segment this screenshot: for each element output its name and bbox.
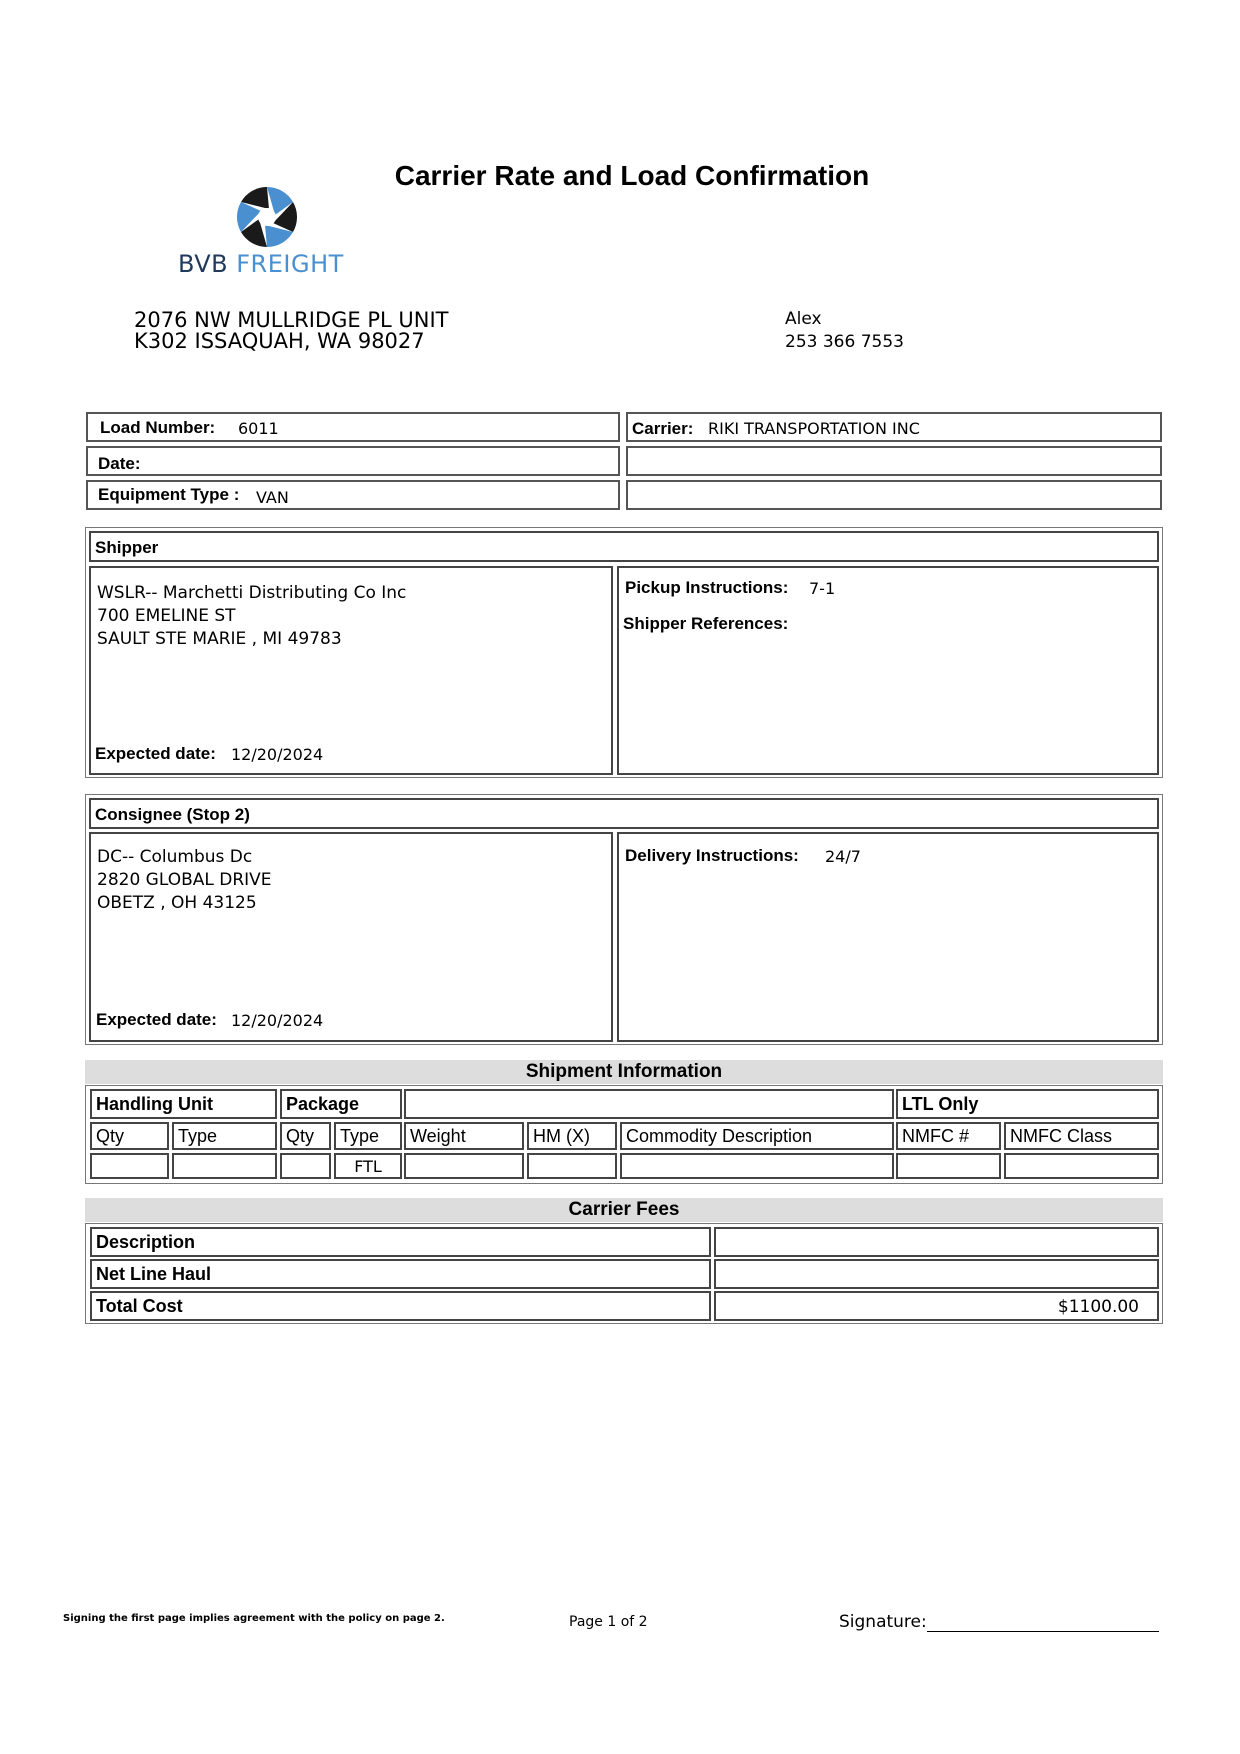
column-header-commodity: Commodity Description bbox=[620, 1122, 894, 1150]
load-number-label: Load Number: bbox=[100, 418, 216, 437]
consignee-heading: Consignee (Stop 2) bbox=[95, 805, 250, 824]
carrier-value: RIKI TRANSPORTATION INC bbox=[708, 419, 920, 438]
consignee-address-box bbox=[89, 832, 613, 1042]
pickup-instructions-label: Pickup Instructions: bbox=[625, 578, 789, 597]
shipper-address bbox=[97, 582, 406, 651]
signature-area bbox=[839, 1612, 1159, 1632]
ltl-only-header: LTL Only bbox=[896, 1089, 1159, 1119]
date-label: Date: bbox=[98, 454, 141, 473]
aperture-icon bbox=[176, 185, 366, 255]
signature-label: Signature: bbox=[839, 1612, 927, 1632]
column-header-nmfc-number: NMFC # bbox=[896, 1122, 1001, 1150]
delivery-instructions-value: 24/7 bbox=[825, 847, 861, 866]
table-cell-pkg-qty bbox=[280, 1153, 331, 1179]
brand-word-1: BVB bbox=[178, 250, 229, 278]
load-number-box bbox=[86, 412, 620, 442]
date-box bbox=[86, 446, 620, 476]
consignee-expected-date: 12/20/2024 bbox=[231, 1011, 324, 1030]
delivery-instructions-box bbox=[617, 832, 1159, 1042]
page-number: Page 1 of 2 bbox=[569, 1614, 648, 1630]
total-cost-label: Total Cost bbox=[90, 1291, 711, 1321]
contact-phone: 253 366 7553 bbox=[785, 332, 904, 352]
table-cell-hm bbox=[527, 1153, 617, 1179]
load-number-value: 6011 bbox=[238, 419, 279, 438]
table-cell-hu-qty bbox=[90, 1153, 169, 1179]
table-cell-commodity bbox=[620, 1153, 894, 1179]
document-title: Carrier Rate and Load Confirmation bbox=[394, 160, 870, 191]
table-cell-hu-type bbox=[172, 1153, 277, 1179]
pickup-instructions-value: 7-1 bbox=[809, 579, 836, 598]
handling-unit-header: Handling Unit bbox=[90, 1089, 277, 1119]
brand-word-2: FREIGHT bbox=[236, 250, 344, 278]
total-cost-value: $1100.00 bbox=[714, 1291, 1159, 1321]
equipment-box bbox=[86, 480, 620, 510]
consignee-line-3: OBETZ , OH 43125 bbox=[97, 893, 257, 913]
shipper-line-1: WSLR-- Marchetti Distributing Co Inc bbox=[97, 583, 407, 603]
column-header-pkg-qty: Qty bbox=[280, 1122, 331, 1150]
shipper-section bbox=[85, 527, 1163, 778]
consignee-heading-box bbox=[89, 798, 1159, 829]
shipper-heading-box bbox=[89, 531, 1159, 562]
shipper-expected-label: Expected date: bbox=[95, 744, 216, 763]
company-address bbox=[134, 310, 448, 352]
table-cell-nmfc-class bbox=[1004, 1153, 1159, 1179]
column-header-hu-type: Type bbox=[172, 1122, 277, 1150]
shipper-expected-date: 12/20/2024 bbox=[231, 745, 324, 764]
carrier-fees-heading: Carrier Fees bbox=[85, 1198, 1163, 1222]
brand-name bbox=[178, 250, 344, 278]
consignee-section bbox=[85, 794, 1163, 1045]
shipment-info-heading: Shipment Information bbox=[85, 1060, 1163, 1084]
shipper-instructions-box bbox=[617, 566, 1159, 775]
signature-line[interactable] bbox=[927, 1615, 1159, 1632]
shipper-line-3: SAULT STE MARIE , MI 49783 bbox=[97, 629, 342, 649]
agreement-note: Signing the first page implies agreement with the policy on page 2. bbox=[63, 1613, 445, 1624]
carrier-box bbox=[626, 412, 1162, 442]
package-header: Package bbox=[280, 1089, 402, 1119]
delivery-instructions-label: Delivery Instructions: bbox=[625, 846, 799, 865]
consignee-expected-label: Expected date: bbox=[96, 1010, 217, 1029]
column-header-hm: HM (X) bbox=[527, 1122, 617, 1150]
contact-info bbox=[785, 308, 904, 354]
column-header-nmfc-class: NMFC Class bbox=[1004, 1122, 1159, 1150]
equipment-value: VAN bbox=[256, 488, 289, 507]
consignee-line-2: 2820 GLOBAL DRIVE bbox=[97, 870, 272, 890]
shipper-heading: Shipper bbox=[95, 538, 159, 557]
fees-description-label: Description bbox=[90, 1227, 711, 1257]
empty-box-2 bbox=[626, 480, 1162, 510]
consignee-line-1: DC-- Columbus Dc bbox=[97, 847, 253, 867]
equipment-label: Equipment Type : bbox=[98, 485, 240, 504]
table-cell-weight bbox=[404, 1153, 524, 1179]
shipper-references-label: Shipper References: bbox=[623, 614, 789, 633]
consignee-address bbox=[97, 846, 272, 915]
net-line-haul-label: Net Line Haul bbox=[90, 1259, 711, 1289]
shipper-line-2: 700 EMELINE ST bbox=[97, 606, 236, 626]
contact-name: Alex bbox=[785, 309, 822, 329]
blank-header-cell bbox=[404, 1089, 894, 1119]
column-header-pkg-type: Type bbox=[334, 1122, 402, 1150]
address-line-1: 2076 NW MULLRIDGE PL UNIT bbox=[134, 308, 449, 332]
empty-box-1 bbox=[626, 446, 1162, 476]
shipper-address-box bbox=[89, 566, 613, 775]
carrier-label: Carrier: bbox=[632, 419, 694, 438]
table-cell-nmfc-number bbox=[896, 1153, 1001, 1179]
fees-description-value bbox=[714, 1227, 1159, 1257]
table-cell-pkg-type: FTL bbox=[334, 1153, 402, 1179]
column-header-hu-qty: Qty bbox=[90, 1122, 169, 1150]
net-line-haul-value bbox=[714, 1259, 1159, 1289]
column-header-weight: Weight bbox=[404, 1122, 524, 1150]
address-line-2: K302 ISSAQUAH, WA 98027 bbox=[134, 329, 425, 353]
